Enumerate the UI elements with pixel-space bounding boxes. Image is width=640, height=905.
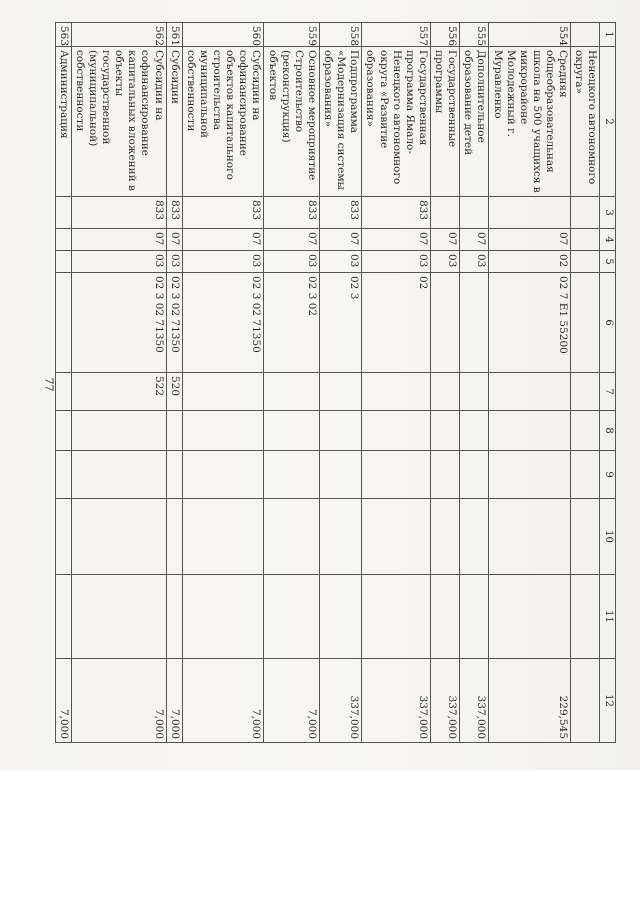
col-9	[571, 451, 600, 499]
column-header: 4	[600, 229, 616, 251]
code-7	[571, 373, 600, 411]
amount	[571, 659, 600, 743]
col-10	[460, 499, 489, 575]
col-10	[489, 499, 571, 575]
column-header: 10	[600, 499, 616, 575]
code-4	[55, 229, 71, 251]
code-3	[571, 197, 600, 229]
code-3: 833	[166, 197, 182, 229]
column-header: 9	[600, 451, 616, 499]
col-9	[431, 451, 460, 499]
col-10	[264, 499, 320, 575]
item-name: Основное мероприятие Строительство (реконструкция) объектов	[264, 47, 320, 197]
col-10	[182, 499, 264, 575]
col-8	[166, 411, 182, 451]
table-row	[166, 23, 182, 743]
code-3	[460, 197, 489, 229]
col-9	[166, 451, 182, 499]
code-4: 07	[460, 229, 489, 251]
col-11	[71, 575, 166, 659]
item-name: Ненецкого автономного округа»	[571, 47, 600, 197]
row-number: 555	[460, 23, 489, 47]
col-10	[362, 499, 431, 575]
col-11	[431, 575, 460, 659]
item-name: Государственная программа Ямало-Ненецкого автономного округа «Развитие образования»	[362, 47, 431, 197]
code-4: 07	[362, 229, 431, 251]
col-11	[320, 575, 362, 659]
item-name: Субсидии на софинансирование объектов капитального строительства муниципальной собственности	[182, 47, 264, 197]
table-row	[55, 23, 71, 743]
col-8	[71, 411, 166, 451]
col-8	[320, 411, 362, 451]
code-3: 833	[320, 197, 362, 229]
code-3: 833	[362, 197, 431, 229]
col-11	[362, 575, 431, 659]
code-3	[489, 197, 571, 229]
table-row	[571, 23, 600, 743]
item-name: Средняя общеобразовательная школа на 500 учащихся в микрорайоне Молодежный г. Муравленко	[489, 47, 571, 197]
table-row	[264, 23, 320, 743]
code-6: 02 3 02	[264, 273, 320, 373]
code-7	[182, 373, 264, 411]
code-6: 02 3 02 71350	[71, 273, 166, 373]
col-10	[320, 499, 362, 575]
column-header: 8	[600, 411, 616, 451]
code-5: 03	[182, 251, 264, 273]
col-10	[571, 499, 600, 575]
item-name: Субсидии	[166, 47, 182, 197]
col-11	[460, 575, 489, 659]
col-9	[71, 451, 166, 499]
col-11	[264, 575, 320, 659]
column-header: 12	[600, 659, 616, 743]
code-7	[489, 373, 571, 411]
code-5	[571, 251, 600, 273]
amount: 7,000	[166, 659, 182, 743]
row-number: 557	[362, 23, 431, 47]
col-10	[55, 499, 71, 575]
code-6	[55, 273, 71, 373]
col-11	[55, 575, 71, 659]
code-3: 833	[71, 197, 166, 229]
amount: 7,000	[264, 659, 320, 743]
col-8	[460, 411, 489, 451]
code-6: 02 3 02 71350	[182, 273, 264, 373]
col-9	[55, 451, 71, 499]
item-name: Администрация	[55, 47, 71, 197]
col-9	[460, 451, 489, 499]
row-number: 559	[264, 23, 320, 47]
code-3	[431, 197, 460, 229]
code-5: 02	[489, 251, 571, 273]
code-4: 07	[489, 229, 571, 251]
table-row	[460, 23, 489, 743]
row-number: 554	[489, 23, 571, 47]
col-10	[166, 499, 182, 575]
col-10	[71, 499, 166, 575]
table-header-row	[600, 23, 616, 743]
amount: 229,545	[489, 659, 571, 743]
table-row	[362, 23, 431, 743]
table-body	[55, 23, 600, 743]
code-4: 07	[166, 229, 182, 251]
amount: 337,000	[362, 659, 431, 743]
code-5: 03	[431, 251, 460, 273]
code-4: 07	[182, 229, 264, 251]
row-number: 563	[55, 23, 71, 47]
code-4: 07	[264, 229, 320, 251]
code-6: 02 3 02 71350	[166, 273, 182, 373]
amount: 7,000	[71, 659, 166, 743]
code-6	[431, 273, 460, 373]
column-header: 2	[600, 47, 616, 197]
row-number: 562	[71, 23, 166, 47]
code-7: 520	[166, 373, 182, 411]
col-9	[264, 451, 320, 499]
budget-table	[55, 22, 616, 743]
code-5: 03	[71, 251, 166, 273]
code-4: 07	[431, 229, 460, 251]
code-6: 02 7 Е1 55200	[489, 273, 571, 373]
code-7: 522	[71, 373, 166, 411]
code-7	[264, 373, 320, 411]
code-5: 03	[460, 251, 489, 273]
column-header: 11	[600, 575, 616, 659]
col-11	[182, 575, 264, 659]
code-6	[571, 273, 600, 373]
item-name: Субсидии на софинансирование капитальных вложений в объекты государственной (муниципальной) собственности	[71, 47, 166, 197]
code-3: 833	[182, 197, 264, 229]
code-5: 03	[320, 251, 362, 273]
amount: 7,000	[55, 659, 71, 743]
row-number: 556	[431, 23, 460, 47]
row-number: 558	[320, 23, 362, 47]
item-name: Государственные программы	[431, 47, 460, 197]
col-10	[431, 499, 460, 575]
rotated-table-container	[57, 22, 616, 742]
code-4: 07	[320, 229, 362, 251]
code-5: 03	[362, 251, 431, 273]
code-5: 03	[264, 251, 320, 273]
table-row	[182, 23, 264, 743]
table-row	[431, 23, 460, 743]
row-number: 560	[182, 23, 264, 47]
amount: 337,000	[431, 659, 460, 743]
code-7	[362, 373, 431, 411]
col-11	[571, 575, 600, 659]
table-row	[320, 23, 362, 743]
col-8	[431, 411, 460, 451]
col-8	[182, 411, 264, 451]
row-number: 561	[166, 23, 182, 47]
row-number	[571, 23, 600, 47]
code-3: 833	[264, 197, 320, 229]
code-5	[55, 251, 71, 273]
table-row	[489, 23, 571, 743]
code-5: 03	[166, 251, 182, 273]
col-8	[55, 411, 71, 451]
code-7	[460, 373, 489, 411]
code-4	[571, 229, 600, 251]
col-9	[362, 451, 431, 499]
code-3	[55, 197, 71, 229]
code-6	[460, 273, 489, 373]
table-row	[71, 23, 166, 743]
item-name: Дополнительное образование детей	[460, 47, 489, 197]
code-6: 02	[362, 273, 431, 373]
col-9	[489, 451, 571, 499]
column-header: 5	[600, 251, 616, 273]
column-header: 7	[600, 373, 616, 411]
col-8	[264, 411, 320, 451]
col-11	[489, 575, 571, 659]
code-7	[320, 373, 362, 411]
amount: 7,000	[182, 659, 264, 743]
page-number: 77	[42, 377, 56, 392]
code-6: 02 3	[320, 273, 362, 373]
column-header: 6	[600, 273, 616, 373]
col-8	[489, 411, 571, 451]
amount: 337,000	[460, 659, 489, 743]
column-header: 1	[600, 23, 616, 47]
code-7	[55, 373, 71, 411]
amount: 337,000	[320, 659, 362, 743]
col-8	[362, 411, 431, 451]
item-name: Подпрограмма «Модернизация системы образования»	[320, 47, 362, 197]
col-8	[571, 411, 600, 451]
code-7	[431, 373, 460, 411]
column-header: 3	[600, 197, 616, 229]
col-9	[320, 451, 362, 499]
col-9	[182, 451, 264, 499]
code-4: 07	[71, 229, 166, 251]
col-11	[166, 575, 182, 659]
